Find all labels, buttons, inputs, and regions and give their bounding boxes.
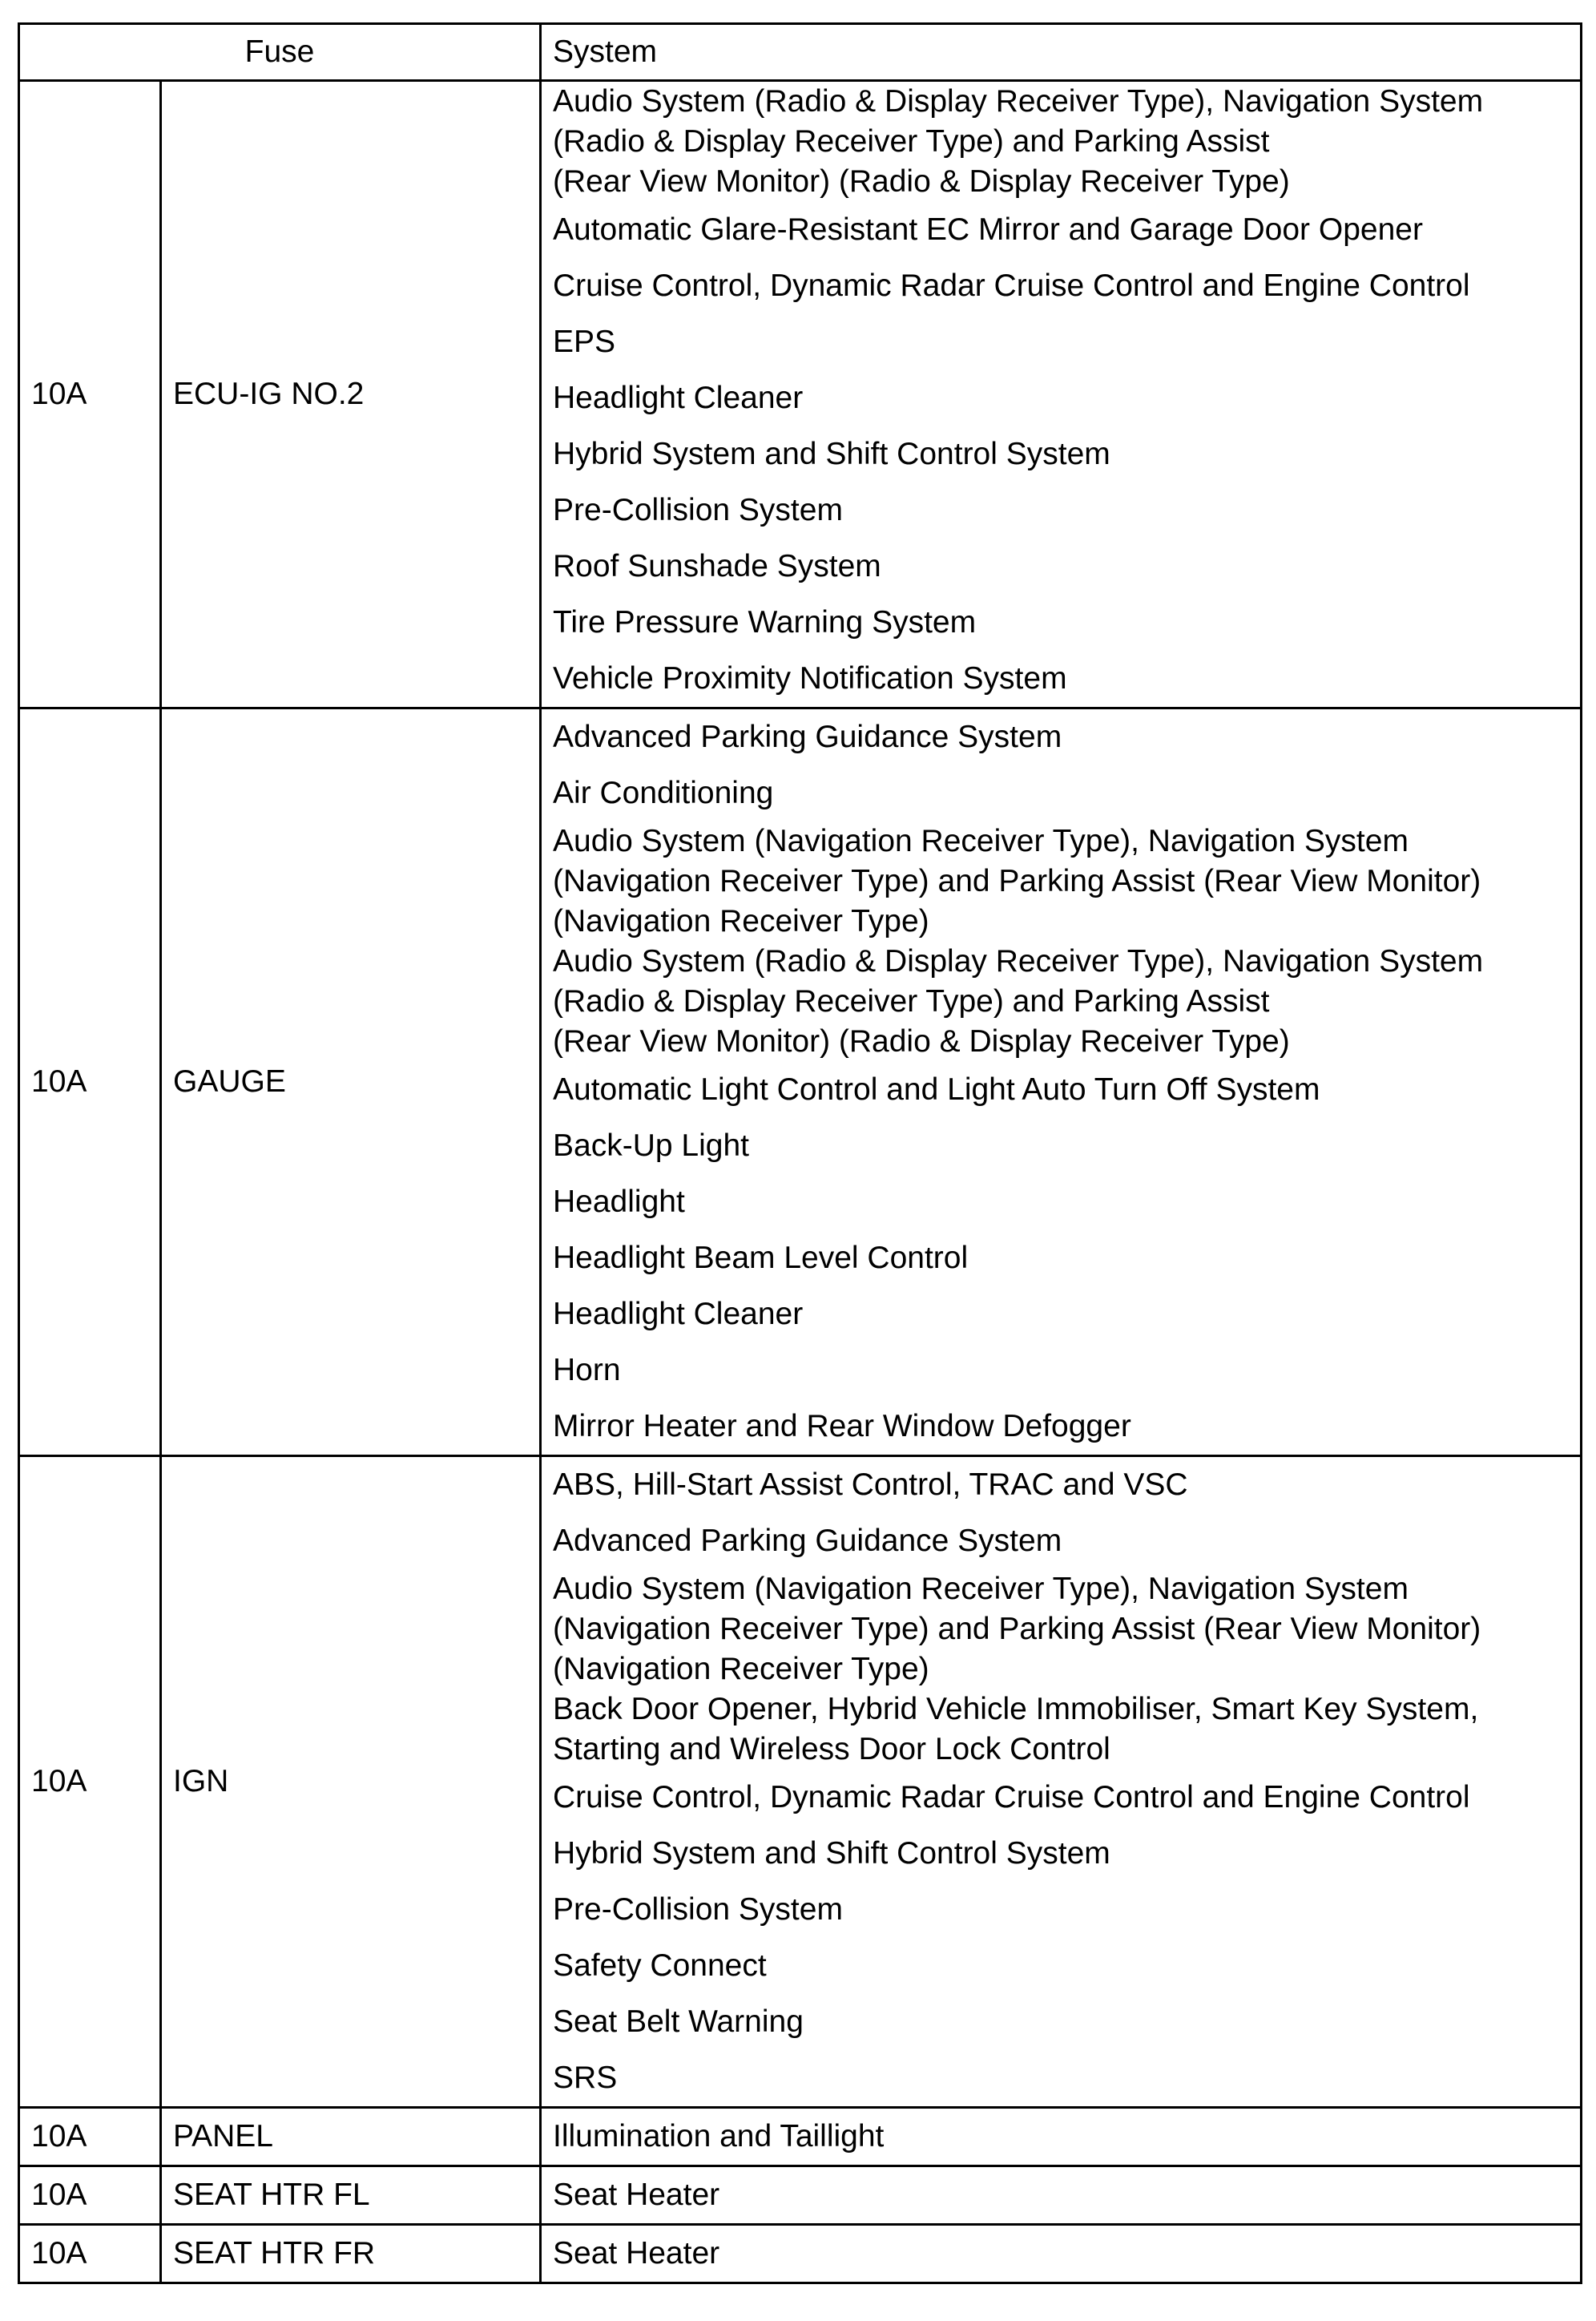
system-text: Hybrid System and Shift Control System [553, 1836, 1110, 1871]
system-item [553, 595, 1569, 651]
system-text: Automatic Glare-Resistant EC Mirror and Garage Door Opener [553, 212, 1423, 247]
system-text: Air Conditioning [553, 776, 774, 810]
fuse-amperage: 10A [19, 708, 161, 1456]
fuse-amperage: 10A [19, 2225, 161, 2283]
system-item [553, 765, 1569, 821]
system-item [553, 258, 1569, 314]
fuse-amperage: 10A [19, 2166, 161, 2225]
system-item [553, 482, 1569, 539]
table-body [19, 24, 1582, 2283]
fuse-row [19, 1456, 1582, 2108]
system-text: Illumination and Taillight [553, 2119, 885, 2153]
system-text: Headlight Beam Level Control [553, 1241, 969, 1275]
system-text: Headlight Cleaner [553, 1297, 804, 1331]
system-item [553, 1399, 1569, 1455]
system-item [553, 651, 1569, 707]
fuse-name: SEAT HTR FR [161, 2225, 541, 2283]
system-item [553, 202, 1569, 258]
fuse-amperage: 10A [19, 2108, 161, 2166]
system-item [553, 370, 1569, 426]
fuse-name: IGN [161, 1456, 541, 2108]
fuse-name: SEAT HTR FL [161, 2166, 541, 2225]
system-text: (Navigation Receiver Type) and Parking Assist (Rear View Monitor) [553, 864, 1481, 898]
system-text: Audio System (Radio & Display Receiver Type), Navigation System [553, 944, 1484, 979]
system-text: Cruise Control, Dynamic Radar Cruise Control and Engine Control [553, 268, 1470, 303]
system-text: Advanced Parking Guidance System [553, 720, 1062, 754]
system-item [553, 426, 1569, 482]
system-text: Back Door Opener, Hybrid Vehicle Immobiliser, Smart Key System, [553, 1692, 1479, 1726]
fuse-amperage: 10A [19, 81, 161, 708]
system-text: Horn [553, 1353, 621, 1387]
system-text: Audio System (Navigation Receiver Type), Navigation System [553, 824, 1409, 858]
system-item [553, 1230, 1569, 1286]
system-text: (Navigation Receiver Type) [553, 904, 929, 938]
header-system: System [541, 24, 1582, 81]
system-text: Headlight [553, 1185, 685, 1219]
system-item [553, 1770, 1569, 1826]
system-text: (Rear View Monitor) (Radio & Display Receiver Type) [553, 164, 1290, 199]
system-item [553, 1513, 1569, 1569]
fuse-table [18, 22, 1582, 2284]
system-text: (Navigation Receiver Type) [553, 1652, 929, 1686]
system-item [553, 1286, 1569, 1342]
system-text: Back-Up Light [553, 1128, 749, 1163]
system-item [553, 1882, 1569, 1938]
system-text: Seat Belt Warning [553, 2004, 804, 2039]
fuse-systems [541, 1456, 1582, 2108]
system-text: (Radio & Display Receiver Type) and Parking Assist [553, 984, 1270, 1019]
system-text: (Rear View Monitor) (Radio & Display Receiver Type) [553, 1024, 1290, 1059]
system-text: Pre-Collision System [553, 493, 843, 527]
fuse-systems [541, 2108, 1582, 2166]
system-text: Automatic Light Control and Light Auto Turn Off System [553, 1072, 1320, 1107]
system-item [553, 1569, 1569, 1689]
system-item [553, 1938, 1569, 1994]
fuse-row [19, 2108, 1582, 2166]
system-text: SRS [553, 2061, 618, 2095]
system-text: Tire Pressure Warning System [553, 605, 977, 640]
system-item [553, 1118, 1569, 1174]
system-text: Seat Heater [553, 2178, 720, 2212]
system-item [553, 2226, 1569, 2282]
system-text: Audio System (Radio & Display Receiver Type), Navigation System [553, 84, 1484, 119]
fuse-row [19, 708, 1582, 1456]
fuse-systems [541, 81, 1582, 708]
system-text: Pre-Collision System [553, 1892, 843, 1927]
fuse-name: PANEL [161, 2108, 541, 2166]
system-text: Mirror Heater and Rear Window Defogger [553, 1409, 1131, 1443]
system-item [553, 709, 1569, 765]
system-text: Advanced Parking Guidance System [553, 1524, 1062, 1558]
system-item [553, 821, 1569, 942]
fuse-name: GAUGE [161, 708, 541, 1456]
system-text: Cruise Control, Dynamic Radar Cruise Control and Engine Control [553, 1780, 1470, 1814]
fuse-row [19, 81, 1582, 708]
fuse-name: ECU-IG NO.2 [161, 81, 541, 708]
system-item [553, 2050, 1569, 2106]
system-item [553, 82, 1569, 202]
fuse-amperage: 10A [19, 1456, 161, 2108]
system-text: EPS [553, 325, 616, 359]
system-item [553, 1826, 1569, 1882]
system-item [553, 1689, 1569, 1770]
system-item [553, 1457, 1569, 1513]
system-item [553, 1342, 1569, 1399]
system-text: Starting and Wireless Door Lock Control [553, 1732, 1110, 1766]
header-row [19, 24, 1582, 81]
system-item [553, 942, 1569, 1062]
system-item [553, 1174, 1569, 1230]
header-fuse: Fuse [19, 24, 541, 81]
system-text: ABS, Hill-Start Assist Control, TRAC and VSC [553, 1467, 1188, 1502]
system-item [553, 539, 1569, 595]
system-text: Roof Sunshade System [553, 549, 881, 583]
system-item [553, 1994, 1569, 2050]
system-item [553, 314, 1569, 370]
system-text: Audio System (Navigation Receiver Type), Navigation System [553, 1572, 1409, 1606]
system-text: Safety Connect [553, 1948, 767, 1983]
fuse-systems [541, 708, 1582, 1456]
fuse-row [19, 2166, 1582, 2225]
fuse-row [19, 2225, 1582, 2283]
system-text: Headlight Cleaner [553, 381, 804, 415]
system-text: (Radio & Display Receiver Type) and Parking Assist [553, 124, 1270, 159]
fuse-systems [541, 2225, 1582, 2283]
system-item [553, 2109, 1569, 2165]
system-text: Vehicle Proximity Notification System [553, 661, 1067, 696]
system-text: Hybrid System and Shift Control System [553, 437, 1110, 471]
system-item [553, 2167, 1569, 2223]
system-text: (Navigation Receiver Type) and Parking Assist (Rear View Monitor) [553, 1612, 1481, 1646]
system-item [553, 1062, 1569, 1118]
system-text: Seat Heater [553, 2236, 720, 2271]
fuse-systems [541, 2166, 1582, 2225]
